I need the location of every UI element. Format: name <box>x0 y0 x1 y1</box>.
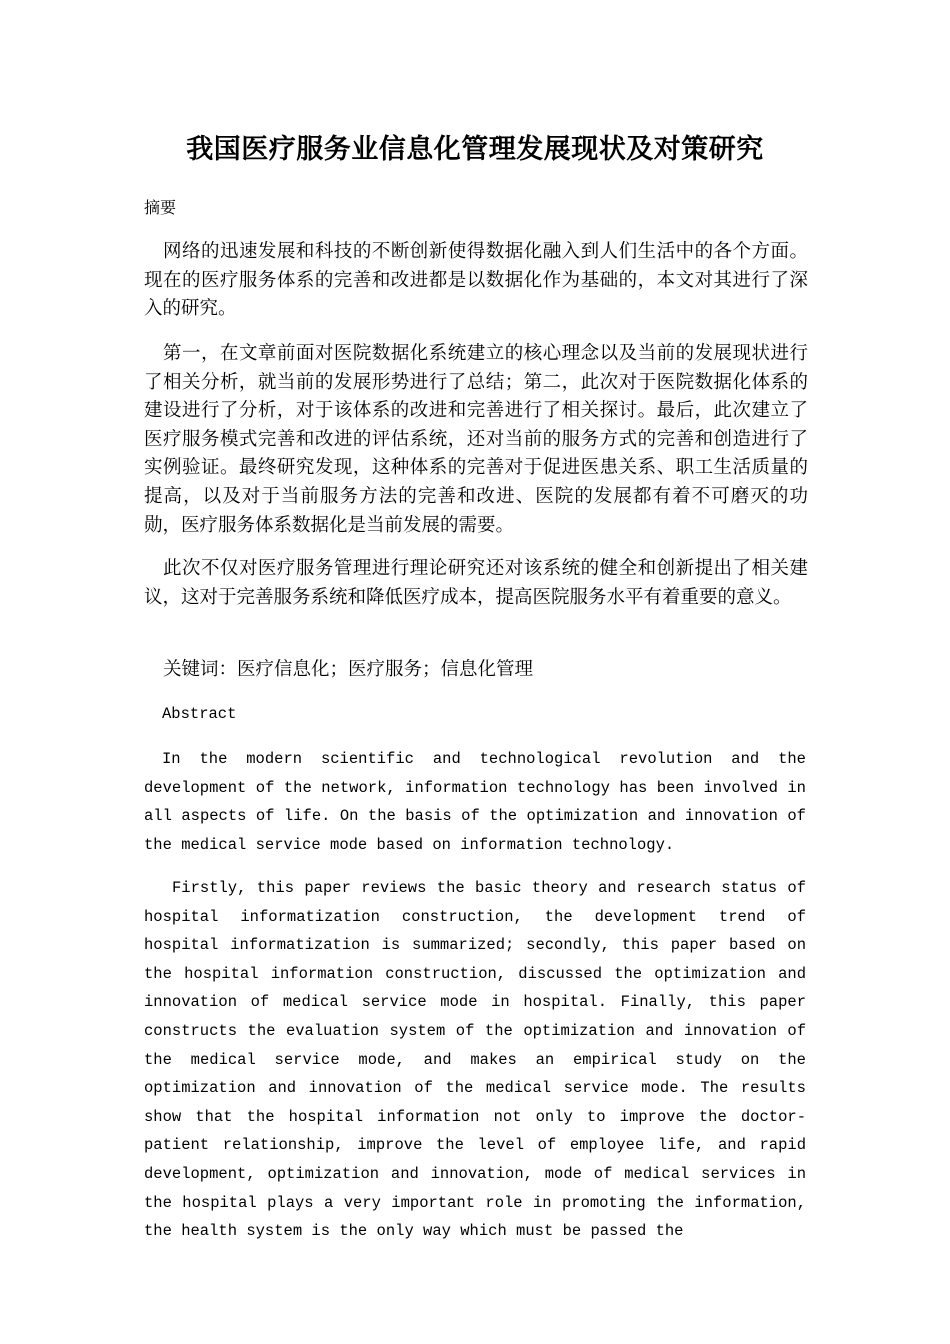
abstract-paragraph-1: 网络的迅速发展和科技的不断创新使得数据化融入到人们生活中的各个方面。现在的医疗服务体系的完善和改进都是以数据化作为基础的，本文对其进行了深入的研究。 <box>144 241 808 320</box>
abstract-paragraph-2: 第一，在文章前面对医院数据化系统建立的核心理念以及当前的发展现状进行了相关分析，就当前的发展形势进行了总结；第二，此次对于医院数据化体系的建设进行了分析，对于该体系的改进和完善进行了相关探讨。最后，此次建立了医疗服务模式完善和改进的评估系统，还对当前的服务方式的完善和创造进行了实例验证。最终研究发现，这种体系的完善对于促进医患关系、职工生活质量的提高，以及对于当前服务方法的完善和改进、医院的发展都有着不可磨灭的功勋，医疗服务体系数据化是当前发展的需要。 <box>144 343 808 536</box>
english-abstract-paragraph-1: In the modern scientific and technological revolution and the development of the network, information technology has been involved in all aspects of life. On the basis of the optimization and innovation of the medical service mode based on information technology. <box>144 750 806 854</box>
abstract-heading-cn: 摘要 <box>144 198 177 217</box>
keywords-line: 关键词：医疗信息化；医疗服务；信息化管理 <box>163 659 534 680</box>
abstract-heading-en: Abstract <box>162 705 237 723</box>
english-abstract-paragraph-2: Firstly, this paper reviews the basic theory and research status of hospital informatization construction, the development trend of hospital informatization is summarized; secondly, this paper based on the hospital information construction, discussed the optimization and innovation of medical service mode in hospital. Finally, this paper constructs the evaluation system of the optimization and innovation of the medical service mode, and makes an empirical study on the optimization and innovation of the medical service mode. The results show that the hospital information not only to improve the doctor-patient relationship, improve the level of employee life, and rapid development, optimization and innovation, mode of medical services in the hospital plays a very important role in promoting the information, the health system is the only way which must be passed the <box>144 879 806 1241</box>
page-title: 我国医疗服务业信息化管理发展现状及对策研究 <box>186 134 764 165</box>
abstract-paragraph-3: 此次不仅对医疗服务管理进行理论研究还对该系统的健全和创新提出了相关建议，这对于完善服务系统和降低医疗成本，提高医院服务水平有着重要的意义。 <box>144 558 808 608</box>
